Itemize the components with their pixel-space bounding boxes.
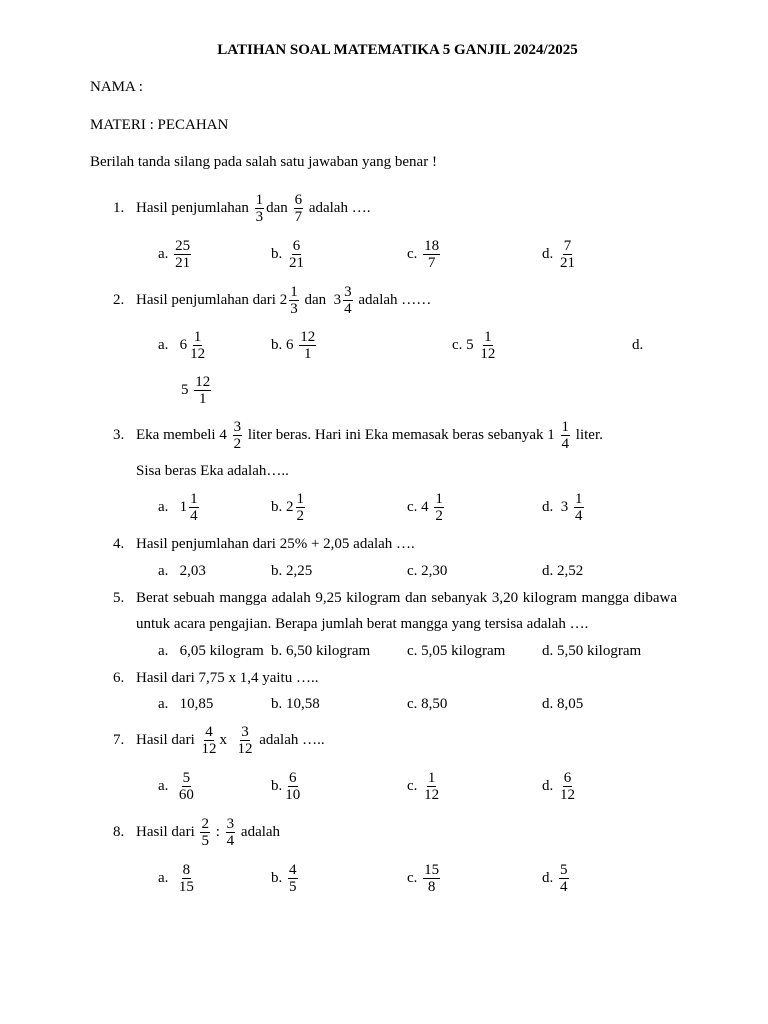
option-value: 10,85: [179, 696, 214, 712]
fraction: [423, 862, 440, 895]
fraction: [284, 770, 301, 803]
fraction: [343, 284, 353, 317]
fraction: [236, 724, 253, 757]
question-1-number: 1.: [113, 200, 125, 216]
fraction: [288, 862, 298, 895]
numerator: 1: [435, 490, 443, 507]
question-4-option-b[interactable]: [271, 562, 312, 580]
denominator: 3: [255, 209, 264, 226]
option-value: 8,50: [421, 696, 448, 712]
fraction: [289, 284, 299, 317]
question-3-option-d[interactable]: [542, 489, 586, 525]
question-1-option-b[interactable]: [271, 236, 307, 272]
question-7-option-a[interactable]: [158, 768, 197, 804]
mixed-number: [466, 327, 498, 363]
option-label: a.: [158, 643, 169, 659]
question-4-option-a[interactable]: [158, 562, 206, 580]
denominator: 4: [344, 300, 352, 317]
option-value: 2,25: [286, 563, 313, 579]
question-5-option-c[interactable]: [407, 642, 505, 660]
option-value: 2,30: [421, 563, 448, 579]
fraction: [294, 192, 304, 225]
question-8-option-c[interactable]: [407, 860, 442, 896]
question-3-option-c[interactable]: [407, 489, 446, 525]
option-label: c.: [407, 778, 418, 794]
denominator: 4: [575, 507, 583, 524]
option-label: c.: [407, 246, 418, 262]
question-6-text: Hasil dari 7,75 x 1,4 yaitu …..: [136, 670, 319, 686]
denominator: 2: [296, 507, 304, 524]
numerator: 1: [296, 490, 304, 507]
numerator: 12: [195, 373, 211, 390]
whole-part: 2: [286, 499, 294, 515]
option-label: a.: [158, 778, 169, 794]
denominator: 7: [427, 255, 436, 272]
fraction: [233, 419, 243, 452]
numerator: 3: [226, 816, 235, 833]
denominator: 21: [175, 255, 191, 272]
question-7-text-c: adalah …..: [259, 732, 325, 748]
fraction: [200, 724, 217, 757]
whole-part: 5: [181, 382, 189, 398]
question-2-option-a[interactable]: [158, 327, 208, 363]
question-5-option-b[interactable]: [271, 642, 370, 660]
instruction-text: Berilah tanda silang pada salah satu jawaban yang benar !: [90, 154, 437, 170]
mixed-number: [181, 372, 213, 408]
question-3-text-line2: Sisa beras Eka adalah…..: [136, 463, 289, 479]
question-2-text: [136, 282, 431, 318]
question-8-text: [136, 814, 280, 850]
question-3-text-a: Eka membeli: [136, 427, 216, 443]
question-6-option-b[interactable]: [271, 695, 320, 713]
denominator: 4: [560, 879, 568, 896]
question-4-number: 4.: [113, 536, 125, 552]
option-label: b.: [271, 643, 283, 659]
fraction: [299, 329, 316, 362]
question-5-option-a[interactable]: [158, 642, 264, 660]
question-8-option-d[interactable]: [542, 860, 571, 896]
option-label: a.: [158, 499, 169, 515]
option-value: 6,05 kilogram: [179, 643, 264, 659]
mixed-number: [180, 489, 201, 525]
question-5-text-line1: Berat sebuah mangga adalah 9,25 kilogram dan sebanyak 3,20 kilogram mangga dibawa: [136, 590, 677, 606]
denominator: 7: [294, 209, 303, 226]
whole-part: 6: [286, 337, 294, 353]
mixed-number: [561, 489, 586, 525]
fraction: [574, 491, 584, 524]
mixed-number: [286, 489, 307, 525]
question-4-option-c[interactable]: [407, 562, 447, 580]
fraction: [288, 238, 305, 271]
option-value: 10,58: [286, 696, 320, 712]
question-8-number: 8.: [113, 824, 125, 840]
option-label: a.: [158, 870, 169, 886]
fraction: [194, 374, 211, 407]
numerator: 6: [294, 192, 303, 209]
option-label: b.: [271, 246, 283, 262]
question-2-text-a: Hasil penjumlahan dari: [136, 292, 276, 308]
denominator: 4: [226, 833, 235, 850]
operator: :: [215, 824, 220, 840]
question-5-number: 5.: [113, 590, 125, 606]
fraction: [559, 770, 576, 803]
whole-part: 1: [179, 499, 188, 515]
question-2-option-d-label[interactable]: d.: [632, 337, 644, 353]
option-value: 6,50 kilogram: [286, 643, 371, 659]
fraction: [200, 816, 210, 849]
numerator: 1: [190, 490, 198, 507]
question-7-text-a: Hasil dari: [136, 732, 195, 748]
question-7-text: [136, 722, 325, 758]
whole-part: 4: [219, 427, 227, 443]
denominator: 12: [480, 345, 496, 362]
mixed-number: [180, 327, 209, 363]
question-2-text-c: adalah ……: [358, 292, 432, 308]
materi-label: MATERI : PECAHAN: [90, 117, 229, 133]
question-3-option-a[interactable]: [158, 489, 201, 525]
question-4-option-d[interactable]: [542, 562, 583, 580]
option-label: b.: [271, 337, 283, 353]
denominator: 8: [427, 879, 436, 896]
numerator: 12: [300, 328, 316, 345]
numerator: 3: [241, 724, 249, 741]
denominator: 12: [237, 741, 253, 758]
question-6-option-d[interactable]: [542, 695, 583, 713]
question-4-text: Hasil penjumlahan dari 25% + 2,05 adalah ….: [136, 536, 415, 552]
denominator: 21: [289, 255, 304, 272]
mixed-number: [421, 489, 446, 525]
question-7-number: 7.: [113, 732, 125, 748]
numerator: 4: [205, 724, 213, 741]
mixed-number: [280, 282, 301, 318]
option-label: b.: [271, 563, 283, 579]
denominator: 4: [190, 507, 198, 524]
operator: x: [219, 732, 227, 748]
numerator: 7: [563, 238, 572, 255]
denominator: 15: [178, 879, 194, 896]
numerator: 1: [193, 328, 202, 345]
option-label: a.: [158, 563, 169, 579]
denominator: 12: [424, 787, 440, 804]
denominator: 1: [304, 345, 312, 362]
option-label: a.: [158, 696, 169, 712]
denominator: 21: [560, 255, 575, 272]
denominator: 1: [199, 390, 207, 407]
option-label: d.: [542, 696, 554, 712]
option-label: c.: [407, 563, 418, 579]
page-title: LATIHAN SOAL MATEMATIKA 5 GANJIL 2024/2025: [217, 42, 578, 58]
question-1-text-b: dan: [266, 200, 288, 216]
numerator: 3: [233, 418, 242, 435]
numerator: 6: [563, 770, 572, 787]
mixed-number: [334, 282, 355, 318]
question-2-text-b: dan: [304, 292, 327, 308]
question-7-option-b[interactable]: [271, 768, 303, 804]
denominator: 10: [285, 787, 301, 804]
denominator: 12: [201, 741, 217, 758]
question-1-option-a[interactable]: [158, 236, 193, 272]
fraction: [434, 491, 444, 524]
whole-part: 3: [333, 292, 342, 308]
fraction: [189, 491, 199, 524]
option-label: d.: [542, 246, 554, 262]
question-3-option-b[interactable]: [271, 489, 307, 525]
numerator: 5: [182, 770, 191, 787]
option-value: 5,50 kilogram: [557, 643, 642, 659]
question-3-text-c: liter.: [575, 427, 603, 443]
denominator: 5: [201, 833, 209, 850]
question-1-text-c: adalah ….: [308, 200, 371, 216]
numerator: 18: [424, 238, 440, 255]
option-label: c.: [407, 499, 418, 515]
numerator: 6: [292, 238, 301, 255]
question-2-number: 2.: [113, 292, 125, 308]
question-8-option-a[interactable]: [158, 860, 197, 896]
option-label: d.: [542, 499, 554, 515]
denominator: 4: [561, 435, 570, 452]
question-7-option-d[interactable]: [542, 768, 578, 804]
question-3-number: 3.: [113, 427, 125, 443]
question-1-option-d[interactable]: [542, 236, 578, 272]
question-2-option-d[interactable]: [181, 372, 213, 408]
question-1-option-c[interactable]: [407, 236, 442, 272]
option-label: c.: [407, 643, 418, 659]
whole-part: 4: [421, 499, 429, 515]
numerator: 3: [344, 283, 352, 300]
fraction: [178, 770, 195, 803]
option-value: 5,05 kilogram: [421, 643, 506, 659]
question-5-text-line2: untuk acara pengajian. Berapa jumlah berat mangga yang tersisa adalah ….: [136, 616, 589, 632]
option-value: 8,05: [557, 696, 584, 712]
numerator: 4: [289, 862, 297, 879]
whole-part: 5: [466, 337, 474, 353]
numerator: 1: [290, 283, 298, 300]
option-label: d.: [542, 778, 554, 794]
question-6-option-c[interactable]: [407, 695, 447, 713]
question-5-option-d[interactable]: [542, 642, 641, 660]
numerator: 8: [182, 862, 191, 879]
option-label: b.: [271, 778, 283, 794]
fraction: [423, 770, 440, 803]
question-7-option-c[interactable]: [407, 768, 442, 804]
numerator: 2: [201, 816, 209, 833]
question-1-text-a: Hasil penjumlahan: [136, 200, 249, 216]
numerator: 1: [575, 490, 583, 507]
denominator: 12: [190, 345, 206, 362]
denominator: 3: [290, 300, 298, 317]
question-8-text-a: Hasil dari: [136, 824, 195, 840]
question-6-option-a[interactable]: [158, 695, 213, 713]
option-label: c.: [407, 870, 418, 886]
fraction: [423, 238, 440, 271]
fraction: [479, 329, 496, 362]
fraction: [255, 192, 265, 225]
denominator: 5: [289, 879, 297, 896]
option-value: 2,52: [557, 563, 584, 579]
whole-part: 3: [560, 499, 569, 515]
option-value: 2,03: [179, 563, 206, 579]
numerator: 1: [484, 328, 492, 345]
denominator: 12: [560, 787, 575, 804]
option-label: d.: [542, 643, 554, 659]
numerator: 6: [289, 770, 297, 787]
numerator: 1: [255, 192, 264, 209]
question-8-option-b[interactable]: [271, 860, 300, 896]
mixed-number: [219, 417, 244, 453]
option-label: a.: [158, 246, 169, 262]
whole-part: 2: [279, 292, 288, 308]
whole-part: 1: [547, 427, 555, 443]
option-label: b.: [271, 696, 283, 712]
fraction: [296, 491, 306, 524]
name-label: NAMA :: [90, 79, 143, 95]
numerator: 5: [560, 862, 568, 879]
numerator: 25: [175, 238, 191, 255]
denominator: 60: [178, 787, 194, 804]
option-label: c.: [452, 337, 463, 353]
question-3-text: [136, 417, 603, 453]
fraction: [174, 238, 191, 271]
numerator: 1: [561, 418, 570, 435]
question-8-text-c: adalah: [240, 824, 281, 840]
mixed-number: [547, 417, 572, 453]
numerator: 15: [424, 862, 440, 879]
fraction: [559, 238, 576, 271]
fraction: [561, 419, 571, 452]
question-1-text: [136, 190, 370, 226]
question-2-option-c[interactable]: [452, 327, 498, 363]
option-label: d.: [542, 563, 554, 579]
fraction: [189, 329, 206, 362]
option-label: d.: [542, 870, 554, 886]
question-6-number: 6.: [113, 670, 125, 686]
option-label: a.: [158, 337, 169, 353]
fraction: [226, 816, 236, 849]
option-label: b.: [271, 499, 283, 515]
denominator: 2: [435, 507, 443, 524]
mixed-number: [286, 327, 318, 363]
option-label: c.: [407, 696, 418, 712]
fraction: [178, 862, 195, 895]
denominator: 2: [233, 435, 242, 452]
fraction: [559, 862, 569, 895]
question-3-text-b: liter beras. Hari ini Eka memasak beras sebanyak: [247, 427, 544, 443]
option-label: b.: [271, 870, 283, 886]
whole-part: 6: [179, 337, 188, 353]
question-2-option-b[interactable]: [271, 327, 318, 363]
numerator: 1: [427, 770, 436, 787]
